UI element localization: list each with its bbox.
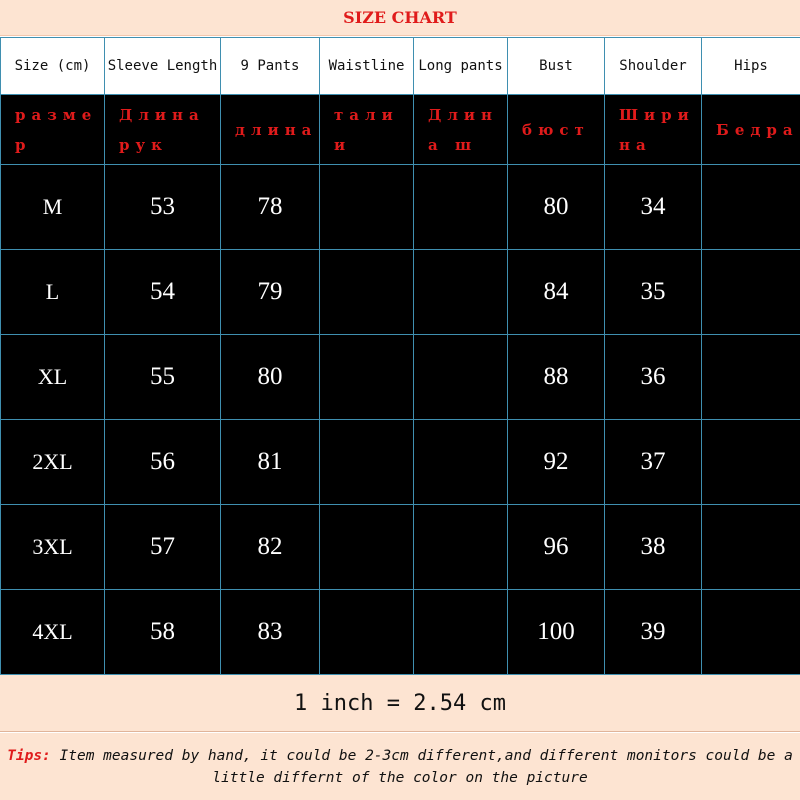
hips-cell [702, 420, 800, 505]
header-row [1, 38, 800, 95]
russian-header-row [1, 95, 800, 165]
size-cell: L [1, 250, 105, 335]
ru-header-long-pants: Длина ш [414, 95, 508, 165]
bust-cell: 88 [508, 335, 605, 420]
table-row [1, 420, 800, 505]
header-hips: Hips [702, 38, 800, 95]
header-long-pants: Long pants [414, 38, 508, 95]
waist-cell [320, 165, 414, 250]
waist-cell [320, 335, 414, 420]
pants9-cell: 80 [221, 335, 320, 420]
shoulder-cell: 39 [605, 590, 702, 675]
ru-header-9-pants: длина [221, 95, 320, 165]
long-pants-cell [414, 335, 508, 420]
long-pants-cell [414, 165, 508, 250]
sleeve-cell: 56 [105, 420, 221, 505]
header-9-pants: 9 Pants [221, 38, 320, 95]
waist-cell [320, 250, 414, 335]
header-shoulder: Shoulder [605, 38, 702, 95]
sleeve-cell: 57 [105, 505, 221, 590]
shoulder-cell: 34 [605, 165, 702, 250]
sleeve-cell: 53 [105, 165, 221, 250]
shoulder-cell: 35 [605, 250, 702, 335]
sleeve-cell: 55 [105, 335, 221, 420]
sleeve-cell: 58 [105, 590, 221, 675]
long-pants-cell [414, 250, 508, 335]
ru-header-hips: Бедра [702, 95, 800, 165]
conversion-text: 1 inch = 2.54 cm [294, 690, 506, 716]
shoulder-cell: 38 [605, 505, 702, 590]
shoulder-cell: 37 [605, 420, 702, 505]
title-bar [0, 0, 800, 36]
pants9-cell: 79 [221, 250, 320, 335]
hips-cell [702, 165, 800, 250]
waist-cell [320, 420, 414, 505]
ru-header-bust: бюст [508, 95, 605, 165]
long-pants-cell [414, 590, 508, 675]
table-row [1, 590, 800, 675]
shoulder-cell: 36 [605, 335, 702, 420]
waist-cell [320, 590, 414, 675]
tips-label: Tips: [7, 748, 51, 764]
table-row [1, 505, 800, 590]
size-cell: M [1, 165, 105, 250]
unit-conversion [0, 674, 800, 732]
table-row [1, 335, 800, 420]
table-row [1, 250, 800, 335]
header-waistline: Waistline [320, 38, 414, 95]
hips-cell [702, 590, 800, 675]
size-cell: 2XL [1, 420, 105, 505]
header-size: Size (cm) [1, 38, 105, 95]
header-bust: Bust [508, 38, 605, 95]
size-cell: 3XL [1, 505, 105, 590]
bust-cell: 100 [508, 590, 605, 675]
ru-header-shoulder: Ширина [605, 95, 702, 165]
ru-header-sleeve-length: Длина рук [105, 95, 221, 165]
size-table [0, 37, 800, 675]
header-sleeve-length: Sleeve Length [105, 38, 221, 95]
bust-cell: 96 [508, 505, 605, 590]
hips-cell [702, 250, 800, 335]
size-cell: 4XL [1, 590, 105, 675]
pants9-cell: 81 [221, 420, 320, 505]
hips-cell [702, 335, 800, 420]
tips-text: Item measured by hand, it could be 2-3cm different,and different monitors could be a little differnt of the color on the picture [59, 748, 793, 786]
chart-title: SIZE CHART [343, 8, 457, 27]
bust-cell: 84 [508, 250, 605, 335]
size-cell: XL [1, 335, 105, 420]
table-row [1, 165, 800, 250]
long-pants-cell [414, 505, 508, 590]
waist-cell [320, 505, 414, 590]
pants9-cell: 78 [221, 165, 320, 250]
sleeve-cell: 54 [105, 250, 221, 335]
ru-header-waistline: талии [320, 95, 414, 165]
pants9-cell: 82 [221, 505, 320, 590]
pants9-cell: 83 [221, 590, 320, 675]
bust-cell: 80 [508, 165, 605, 250]
long-pants-cell [414, 420, 508, 505]
tips-box [0, 733, 800, 800]
hips-cell [702, 505, 800, 590]
bust-cell: 92 [508, 420, 605, 505]
ru-header-size: размер [1, 95, 105, 165]
